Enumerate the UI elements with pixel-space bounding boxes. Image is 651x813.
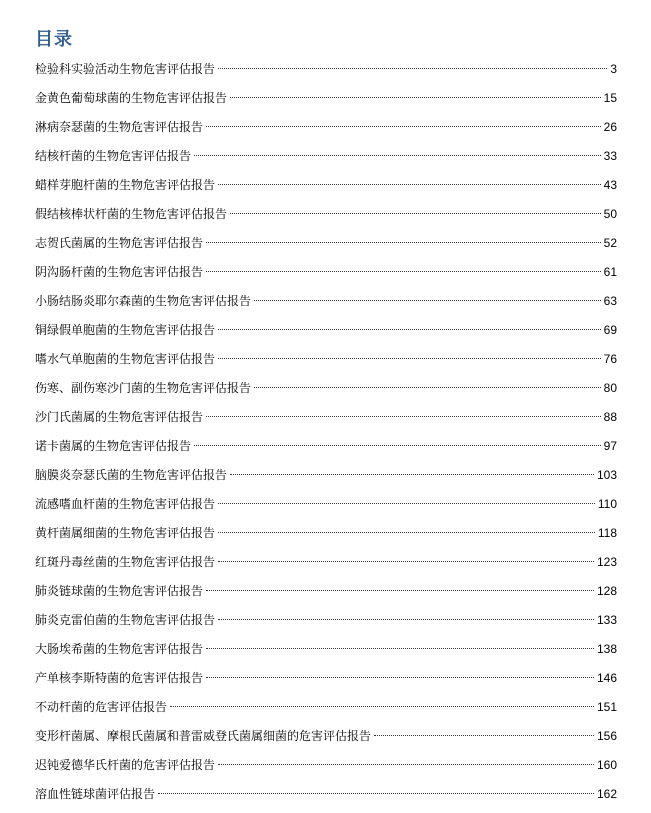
toc-entry-page-number: 110 bbox=[597, 497, 617, 511]
toc-dot-leader bbox=[218, 619, 594, 620]
toc-entry-page-number: 63 bbox=[603, 294, 617, 308]
toc-dot-leader bbox=[158, 793, 594, 794]
toc-dot-leader bbox=[218, 532, 595, 533]
toc-entry-title: 蜡样芽胞杆菌的生物危害评估报告 bbox=[35, 178, 216, 192]
toc-dot-leader bbox=[374, 735, 594, 736]
toc-entry-page-number: 33 bbox=[603, 149, 617, 163]
toc-entry[interactable] bbox=[35, 551, 617, 580]
toc-entry-page-number: 97 bbox=[603, 439, 617, 453]
toc-entry-page-number: 138 bbox=[596, 642, 617, 656]
toc-entry-page-number: 156 bbox=[596, 729, 617, 743]
toc-dot-leader bbox=[206, 242, 601, 243]
toc-entry[interactable] bbox=[35, 725, 617, 754]
toc-entry[interactable] bbox=[35, 348, 617, 377]
toc-entry-page-number: 123 bbox=[596, 555, 617, 569]
toc-entry[interactable] bbox=[35, 116, 617, 145]
toc-entry[interactable] bbox=[35, 754, 617, 783]
toc-entry-page-number: 146 bbox=[596, 671, 617, 685]
toc-dot-leader bbox=[206, 677, 594, 678]
toc-entry-page-number: 103 bbox=[596, 468, 617, 482]
toc-entry-page-number: 52 bbox=[603, 236, 617, 250]
toc-entry[interactable] bbox=[35, 667, 617, 696]
toc-dot-leader bbox=[206, 271, 601, 272]
toc-entry[interactable] bbox=[35, 435, 617, 464]
toc-entry[interactable] bbox=[35, 464, 617, 493]
toc-dot-leader bbox=[206, 590, 594, 591]
toc-heading: 目录 bbox=[35, 29, 73, 50]
toc-entry-title: 黄杆菌属细菌的生物危害评估报告 bbox=[35, 526, 216, 540]
toc-entry-page-number: 133 bbox=[596, 613, 617, 627]
toc-dot-leader bbox=[218, 503, 595, 504]
toc-entry-page-number: 76 bbox=[603, 352, 617, 366]
toc-entry-title: 假结核棒状杆菌的生物危害评估报告 bbox=[35, 207, 228, 221]
toc-entry-title: 铜绿假单胞菌的生物危害评估报告 bbox=[35, 323, 216, 337]
toc-entry-page-number: 80 bbox=[603, 381, 617, 395]
toc-entry[interactable] bbox=[35, 174, 617, 203]
toc-entry-page-number: 50 bbox=[603, 207, 617, 221]
toc-entry[interactable] bbox=[35, 783, 617, 812]
toc-dot-leader bbox=[218, 561, 594, 562]
toc-entry-page-number: 26 bbox=[603, 120, 617, 134]
toc-entry-title: 沙门氏菌属的生物危害评估报告 bbox=[35, 410, 204, 424]
toc-entry-page-number: 43 bbox=[603, 178, 617, 192]
toc-entry[interactable] bbox=[35, 406, 617, 435]
toc-dot-leader bbox=[230, 474, 594, 475]
toc-entry-page-number: 3 bbox=[610, 62, 617, 76]
toc-list bbox=[35, 58, 617, 812]
toc-dot-leader bbox=[206, 126, 601, 127]
toc-dot-leader bbox=[230, 213, 601, 214]
toc-entry[interactable] bbox=[35, 638, 617, 667]
toc-entry[interactable] bbox=[35, 87, 617, 116]
toc-dot-leader bbox=[206, 648, 594, 649]
toc-entry[interactable] bbox=[35, 145, 617, 174]
toc-entry[interactable] bbox=[35, 522, 617, 551]
toc-entry-page-number: 128 bbox=[596, 584, 617, 598]
toc-entry-title: 迟钝爱德华氏杆菌的危害评估报告 bbox=[35, 758, 216, 772]
toc-entry[interactable] bbox=[35, 580, 617, 609]
toc-entry-title: 阴沟肠杆菌的生物危害评估报告 bbox=[35, 265, 204, 279]
toc-entry-title: 金黄色葡萄球菌的生物危害评估报告 bbox=[35, 91, 228, 105]
toc-entry-page-number: 160 bbox=[596, 758, 617, 772]
toc-entry-page-number: 88 bbox=[603, 410, 617, 424]
toc-entry-title: 变形杆菌属、摩根氏菌属和普雷威登氏菌属细菌的危害评估报告 bbox=[35, 729, 372, 743]
toc-dot-leader bbox=[170, 706, 594, 707]
toc-entry[interactable] bbox=[35, 493, 617, 522]
toc-entry-title: 肺炎链球菌的生物危害评估报告 bbox=[35, 584, 204, 598]
toc-dot-leader bbox=[206, 416, 601, 417]
toc-dot-leader bbox=[218, 764, 594, 765]
toc-entry-title: 脑膜炎奈瑟氏菌的生物危害评估报告 bbox=[35, 468, 228, 482]
toc-entry-title: 志贺氏菌属的生物危害评估报告 bbox=[35, 236, 204, 250]
toc-entry-title: 检验科实验活动生物危害评估报告 bbox=[35, 62, 216, 76]
toc-entry-title: 红斑丹毒丝菌的生物危害评估报告 bbox=[35, 555, 216, 569]
toc-dot-leader bbox=[218, 184, 601, 185]
toc-dot-leader bbox=[218, 68, 607, 69]
toc-entry[interactable] bbox=[35, 696, 617, 725]
toc-entry-title: 结核杆菌的生物危害评估报告 bbox=[35, 149, 192, 163]
toc-entry-title: 大肠埃希菌的生物危害评估报告 bbox=[35, 642, 204, 656]
toc-entry[interactable] bbox=[35, 232, 617, 261]
toc-dot-leader bbox=[230, 97, 601, 98]
toc-entry[interactable] bbox=[35, 319, 617, 348]
toc-entry[interactable] bbox=[35, 58, 617, 87]
toc-entry-title: 溶血性链球菌评估报告 bbox=[35, 787, 156, 801]
toc-dot-leader bbox=[218, 329, 601, 330]
toc-entry-page-number: 151 bbox=[596, 700, 617, 714]
toc-entry[interactable] bbox=[35, 290, 617, 319]
toc-entry-title: 流感嗜血杆菌的生物危害评估报告 bbox=[35, 497, 216, 511]
toc-entry[interactable] bbox=[35, 261, 617, 290]
toc-entry-page-number: 61 bbox=[603, 265, 617, 279]
toc-dot-leader bbox=[254, 300, 601, 301]
toc-entry-title: 嗜水气单胞菌的生物危害评估报告 bbox=[35, 352, 216, 366]
toc-entry-page-number: 15 bbox=[603, 91, 617, 105]
toc-dot-leader bbox=[254, 387, 601, 388]
toc-dot-leader bbox=[194, 445, 601, 446]
toc-entry-title: 小肠结肠炎耶尔森菌的生物危害评估报告 bbox=[35, 294, 252, 308]
toc-dot-leader bbox=[194, 155, 601, 156]
toc-entry-title: 伤寒、副伤寒沙门菌的生物危害评估报告 bbox=[35, 381, 252, 395]
toc-entry-title: 淋病奈瑟菌的生物危害评估报告 bbox=[35, 120, 204, 134]
toc-entry-title: 不动杆菌的危害评估报告 bbox=[35, 700, 168, 714]
toc-entry-title: 诺卡菌属的生物危害评估报告 bbox=[35, 439, 192, 453]
toc-entry[interactable] bbox=[35, 377, 617, 406]
toc-entry[interactable] bbox=[35, 609, 617, 638]
toc-entry[interactable] bbox=[35, 203, 617, 232]
toc-entry-title: 产单核李斯特菌的危害评估报告 bbox=[35, 671, 204, 685]
toc-entry-page-number: 118 bbox=[597, 526, 617, 540]
toc-entry-page-number: 69 bbox=[603, 323, 617, 337]
toc-entry-page-number: 162 bbox=[596, 787, 617, 801]
toc-entry-title: 肺炎克雷伯菌的生物危害评估报告 bbox=[35, 613, 216, 627]
toc-dot-leader bbox=[218, 358, 601, 359]
